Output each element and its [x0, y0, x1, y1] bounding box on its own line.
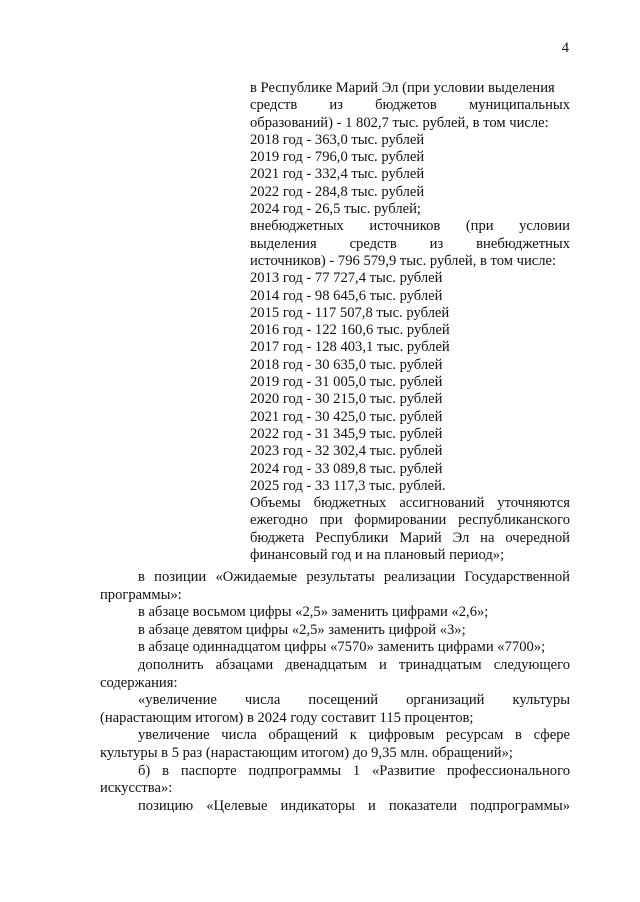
amendment-line: культуры в 5 раз (нарастающим итогом) до 9,35 млн. обращений»;	[100, 744, 513, 761]
amendment-line: увеличение числа обращений к цифровым ресурсам в сфере	[138, 727, 570, 744]
funding-line: бюджета Республики Марий Эл на очередной	[250, 529, 570, 546]
funding-line: источников) - 796 579,9 тыс. рублей, в том числе:	[250, 252, 557, 269]
funding-line: 2021 год - 30 425,0 тыс. рублей	[250, 408, 443, 425]
amendment-line: дополнить абзацами двенадцатым и тринадцатым следующего	[138, 656, 570, 673]
amendment-line: искусства»:	[100, 780, 173, 797]
funding-line: внебюджетных источников (при условии	[250, 218, 570, 235]
amendment-line: «увеличение числа посещений организаций культуры	[138, 692, 570, 709]
funding-line: средств из бюджетов муниципальных	[250, 97, 570, 114]
funding-sources-block	[250, 80, 570, 564]
funding-line: ежегодно при формировании республиканского	[250, 512, 570, 529]
funding-line: 2014 год - 98 645,6 тыс. рублей	[250, 287, 443, 304]
funding-line: 2023 год - 32 302,4 тыс. рублей	[250, 443, 443, 460]
funding-line: 2024 год - 26,5 тыс. рублей;	[250, 201, 421, 218]
funding-line: Объемы бюджетных ассигнований уточняются	[250, 495, 570, 512]
amendment-line: (нарастающим итогом) в 2024 году составит 115 процентов;	[100, 709, 474, 726]
page-number: 4	[561, 40, 569, 56]
funding-line: 2018 год - 363,0 тыс. рублей	[250, 131, 425, 148]
funding-line: 2018 год - 30 635,0 тыс. рублей	[250, 356, 443, 373]
funding-line: 2022 год - 284,8 тыс. рублей	[250, 183, 425, 200]
amendment-line: в абзаце одиннадцатом цифры «7570» заменить цифрами «7700»;	[138, 639, 546, 656]
funding-line: 2019 год - 796,0 тыс. рублей	[250, 149, 425, 166]
amendment-line: в абзаце восьмом цифры «2,5» заменить цифрами «2,6»;	[138, 604, 489, 621]
amendment-line: позицию «Целевые индикаторы и показатели подпрограммы»	[138, 797, 570, 814]
amendment-line: программы»:	[100, 586, 182, 603]
funding-line: 2021 год - 332,4 тыс. рублей	[250, 166, 425, 183]
funding-line: выделения средств из внебюджетных	[250, 235, 570, 252]
funding-line: 2015 год - 117 507,8 тыс. рублей	[250, 304, 450, 321]
amendment-line: в позиции «Ожидаемые результаты реализации Государственной	[138, 569, 570, 585]
funding-line: 2017 год - 128 403,1 тыс. рублей	[250, 339, 450, 356]
funding-line: в Республике Марий Эл (при условии выделения	[250, 80, 555, 96]
funding-line: 2019 год - 31 005,0 тыс. рублей	[250, 374, 443, 391]
funding-line: 2016 год - 122 160,6 тыс. рублей	[250, 322, 450, 339]
amendment-line: в абзаце девятом цифры «2,5» заменить цифрой «3»;	[138, 621, 466, 638]
funding-line: 2022 год - 31 345,9 тыс. рублей	[250, 425, 443, 442]
amendment-line: б) в паспорте подпрограммы 1 «Развитие профессионального	[138, 762, 570, 779]
funding-line: образований) - 1 802,7 тыс. рублей, в том числе:	[250, 114, 549, 131]
funding-line: 2013 год - 77 727,4 тыс. рублей	[250, 270, 443, 287]
funding-line: 2025 год - 33 117,3 тыс. рублей.	[250, 477, 446, 494]
funding-line: финансовый год и на плановый период»;	[250, 547, 505, 564]
amendment-line: содержания:	[100, 674, 178, 691]
funding-line: 2024 год - 33 089,8 тыс. рублей	[250, 460, 443, 477]
amendments-block	[100, 569, 570, 815]
funding-line: 2020 год - 30 215,0 тыс. рублей	[250, 391, 443, 408]
